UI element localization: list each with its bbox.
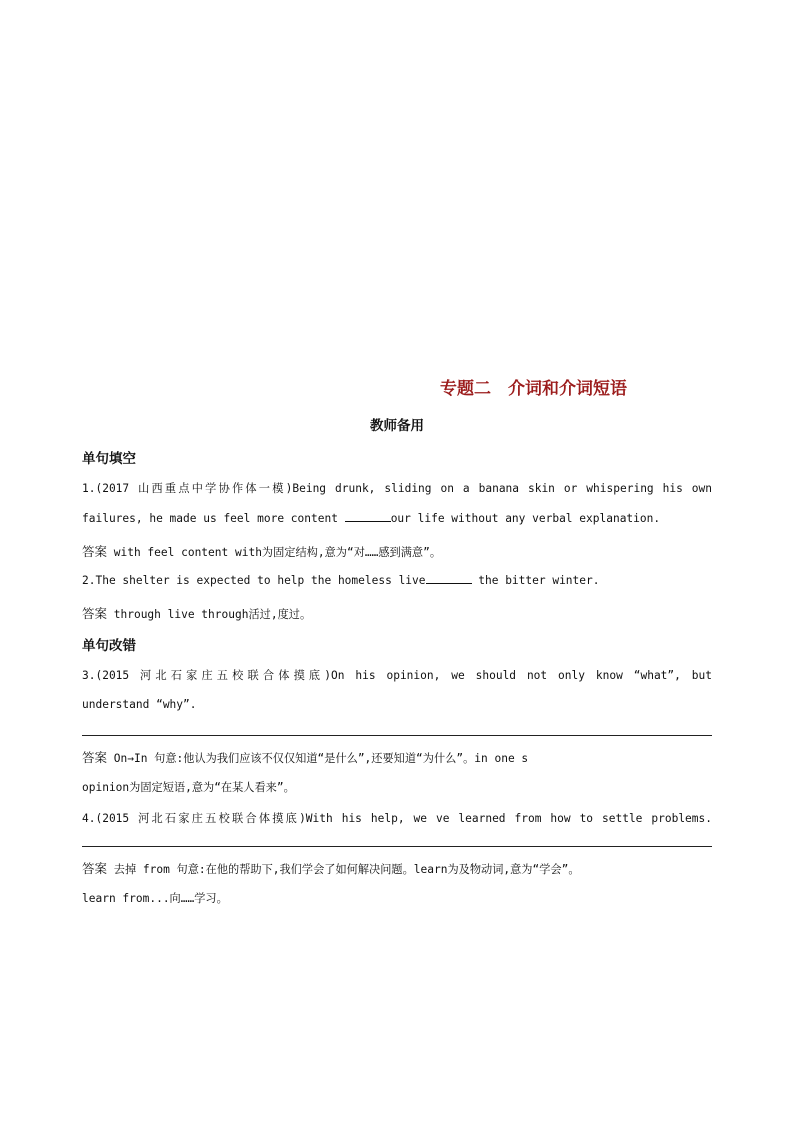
question-1-line-2 [82,511,712,525]
question-1-text-b: our life without any verbal explanation. [390,512,661,525]
question-4-answer-1 [82,859,712,877]
answer-label: 答案 [82,606,108,621]
answer-text: with feel content with为固定结构,意为“对……感到满意”。 [107,546,442,559]
answer-label: 答案 [82,861,108,876]
answer-text: On→In 句意:他认为我们应该不仅仅知道“是什么”,还要知道“为什么”。in one s [107,752,529,765]
answer-blank [426,573,472,584]
section-heading-fill: 单句填空 [82,451,136,467]
question-1-answer [82,542,712,560]
question-2-answer [82,604,712,622]
answer-label: 答案 [82,544,108,559]
question-3-answer-2: opinion为固定短语,意为“在某人看来”。 [82,781,295,794]
answer-blank [345,511,391,522]
question-1-line-1: 1.(2017 山西重点中学协作体一模)Being drunk, sliding on a banana skin or whispering his own [82,482,712,495]
section-heading-correct: 单句改错 [82,638,136,654]
subtitle: 教师备用 [370,418,424,434]
question-1-text-a: failures, he made us feel more content [82,512,345,525]
question-2-text-b: the bitter winter. [471,574,600,587]
answer-rule [82,846,712,847]
question-2-text-a: 2.The shelter is expected to help the homeless live [82,574,426,587]
question-4-line: 4.(2015 河北石家庄五校联合体摸底)With his help, we ve learned from how to settle problems. [82,812,712,825]
answer-label: 答案 [82,750,108,765]
question-3-answer-1 [82,748,712,766]
answer-text: through live through活过,度过。 [107,608,312,621]
page-title: 专题二 介词和介词短语 [440,379,627,399]
question-3-line-2: understand “why”. [82,698,197,711]
answer-rule [82,735,712,736]
question-4-answer-2: learn from...向……学习。 [82,892,228,905]
question-2-line [82,573,712,587]
answer-text: 去掉 from 句意:在他的帮助下,我们学会了如何解决问题。learn为及物动词,意为“学会”。 [107,863,580,876]
question-3-line-1: 3.(2015 河北石家庄五校联合体摸底)On his opinion, we should not only know “what”, but [82,669,712,682]
